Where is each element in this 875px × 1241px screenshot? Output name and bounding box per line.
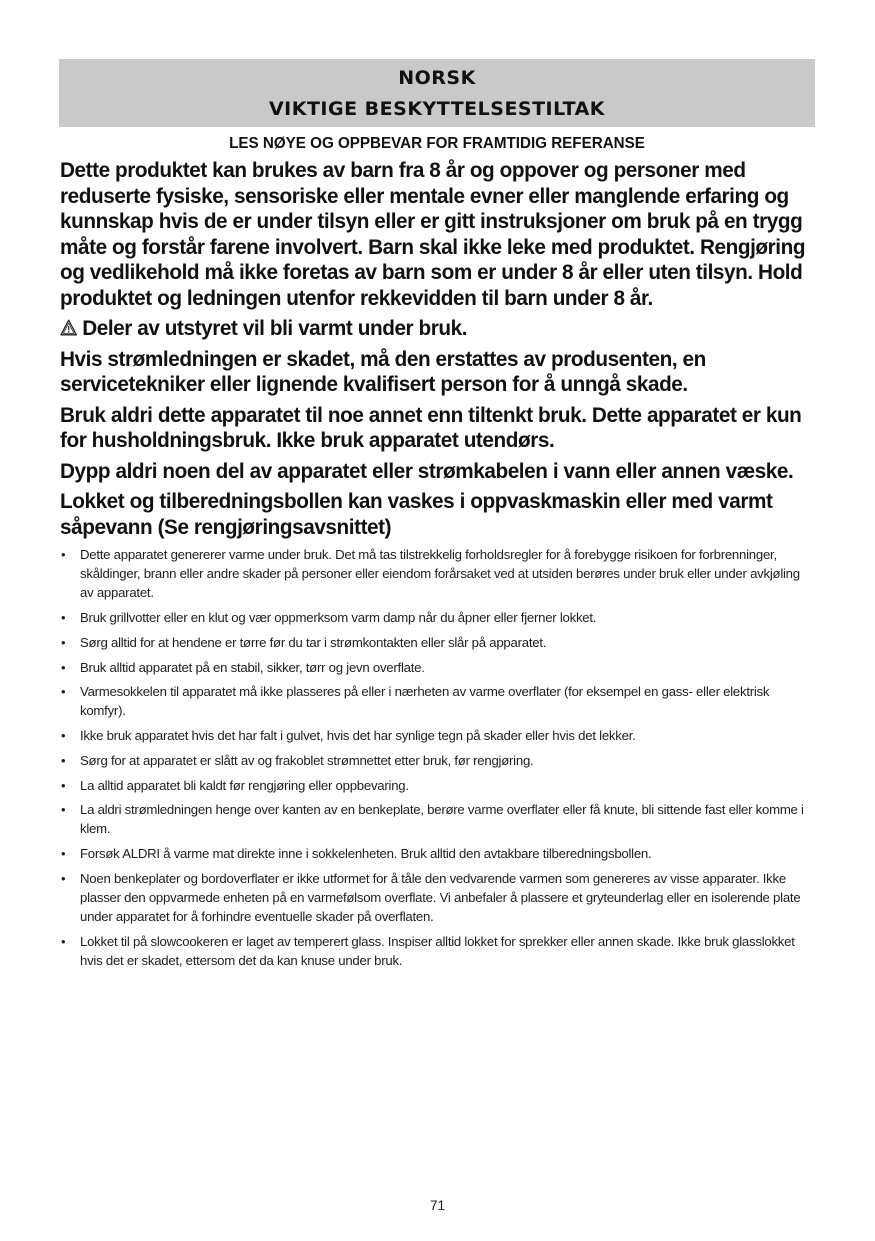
- list-item: • Lokket til på slowcookeren er laget av temperert glass. Inspiser alltid lokket for sprekker eller annen skade. Ikke bruk glasslokket hvis det er skadet, ettersom det da kan knuse under bruk.: [61, 933, 795, 969]
- paragraph-intended-use: Bruk aldri dette apparatet til noe annet enn tiltenkt bruk. Dette apparatet er kun for husholdningsbruk. Ikke bruk apparatet utendørs.: [60, 402, 802, 452]
- bullet-dot: •: [61, 777, 66, 793]
- list-item: • Varmesokkelen til apparatet må ikke plasseres på eller i nærheten av varme overflater (for eksempel en gass- eller elektrisk komfyr).: [61, 684, 770, 719]
- page-number: 71: [429, 1198, 446, 1213]
- warning-triangle-icon: [60, 319, 77, 336]
- paragraph-dishwasher: Lokket og tilberedningsbollen kan vaskes i oppvaskmaskin eller med varmt såpevann (Se rengjøringsavsnittet): [60, 489, 773, 539]
- bullet-dot: •: [61, 610, 66, 626]
- subtitle: LES NØYE OG OPPBEVAR FOR FRAMTIDIG REFERANSE: [229, 135, 645, 152]
- safety-bullet-list: [60, 545, 816, 970]
- bullet-dot: •: [61, 870, 66, 886]
- bullet-dot: •: [61, 802, 66, 818]
- bullet-dot: •: [61, 846, 66, 862]
- header-band: [59, 59, 815, 127]
- paragraph-hot-parts: [60, 316, 817, 342]
- content: [60, 158, 816, 976]
- list-item: • Sørg for at apparatet er slått av og frakoblet strømnettet etter bruk, før rengjøring.: [60, 751, 816, 770]
- list-item: • Noen benkeplater og bordoverflater er ikke utformet for å tåle den vedvarende varmen som genereres av visse apparater. Ikke plasser den oppvarmede enheten på en varmefølsom overflate. Vi anbefaler å plassere et gryteunderlag eller en isolerende plate under apparatet for å forhindre eventuelle skader på overflaten.: [61, 870, 801, 925]
- page-title: VIKTIGE BESKYTTELSESTILTAK: [268, 98, 606, 120]
- bullet-dot: •: [61, 659, 66, 675]
- bullet-dot: •: [61, 752, 66, 768]
- paragraph-damaged-cord: Hvis strømledningen er skadet, må den erstattes av produsenten, en servicetekniker eller lignende kvalifisert person for å unngå skade.: [60, 346, 706, 396]
- list-item: • Ikke bruk apparatet hvis det har falt i gulvet, hvis det har synlige tegn på skader eller hvis det lekker.: [60, 726, 816, 745]
- bullet-dot: •: [61, 728, 66, 744]
- language-heading: NORSK: [398, 67, 476, 89]
- list-item: • Forsøk ALDRI å varme mat direkte inne i sokkelenheten. Bruk alltid den avtakbare tilberedningsbollen.: [60, 844, 816, 863]
- paragraph-hot-parts-text: Deler av utstyret vil bli varmt under bruk.: [82, 316, 468, 340]
- bullet-dot: •: [61, 634, 66, 650]
- paragraph-children-supervision: Dette produktet kan brukes av barn fra 8 år og oppover og personer med reduserte fysiske, sensoriske eller mentale evner eller manglende erfaring og kunnskap hvis de er under tilsyn eller er gitt instruksjoner om bruk på en trygg måte og forstår farene involvert. Barn skal ikke leke med produktet. Rengjøring og vedlikehold må ikke foretas av barn som er under 8 år eller uten tilsyn. Hold produktet og ledningen utenfor rekkevidden til barn under 8 år.: [60, 158, 806, 310]
- list-item: • Bruk grillvotter eller en klut og vær oppmerksom varm damp når du åpner eller fjerner lokket.: [60, 608, 816, 627]
- list-item: • Sørg alltid for at hendene er tørre før du tar i strømkontakten eller slår på apparatet.: [60, 633, 816, 652]
- bullet-dot: •: [61, 684, 66, 700]
- paragraph-no-immersion: Dypp aldri noen del av apparatet eller strømkabelen i vann eller annen væske.: [60, 458, 794, 483]
- list-item: • Bruk alltid apparatet på en stabil, sikker, tørr og jevn overflate.: [60, 658, 816, 677]
- list-item: • La alltid apparatet bli kaldt før rengjøring eller oppbevaring.: [60, 776, 816, 795]
- bullet-dot: •: [61, 933, 66, 949]
- list-item: • La aldri strømledningen henge over kanten av en benkeplate, berøre varme overflater eller få knute, bli sittende fast eller komme i klem.: [61, 802, 804, 837]
- bullet-dot: •: [61, 547, 66, 562]
- list-item: • Dette apparatet genererer varme under bruk. Det må tas tilstrekkelig forholdsregler for å forebygge risikoen for forbrenninger, skåldinger, brann eller andre skader på personer eller eiendom forårsaket ved at utsiden berøres under bruk eller under avkjøling av apparatet.: [61, 547, 800, 601]
